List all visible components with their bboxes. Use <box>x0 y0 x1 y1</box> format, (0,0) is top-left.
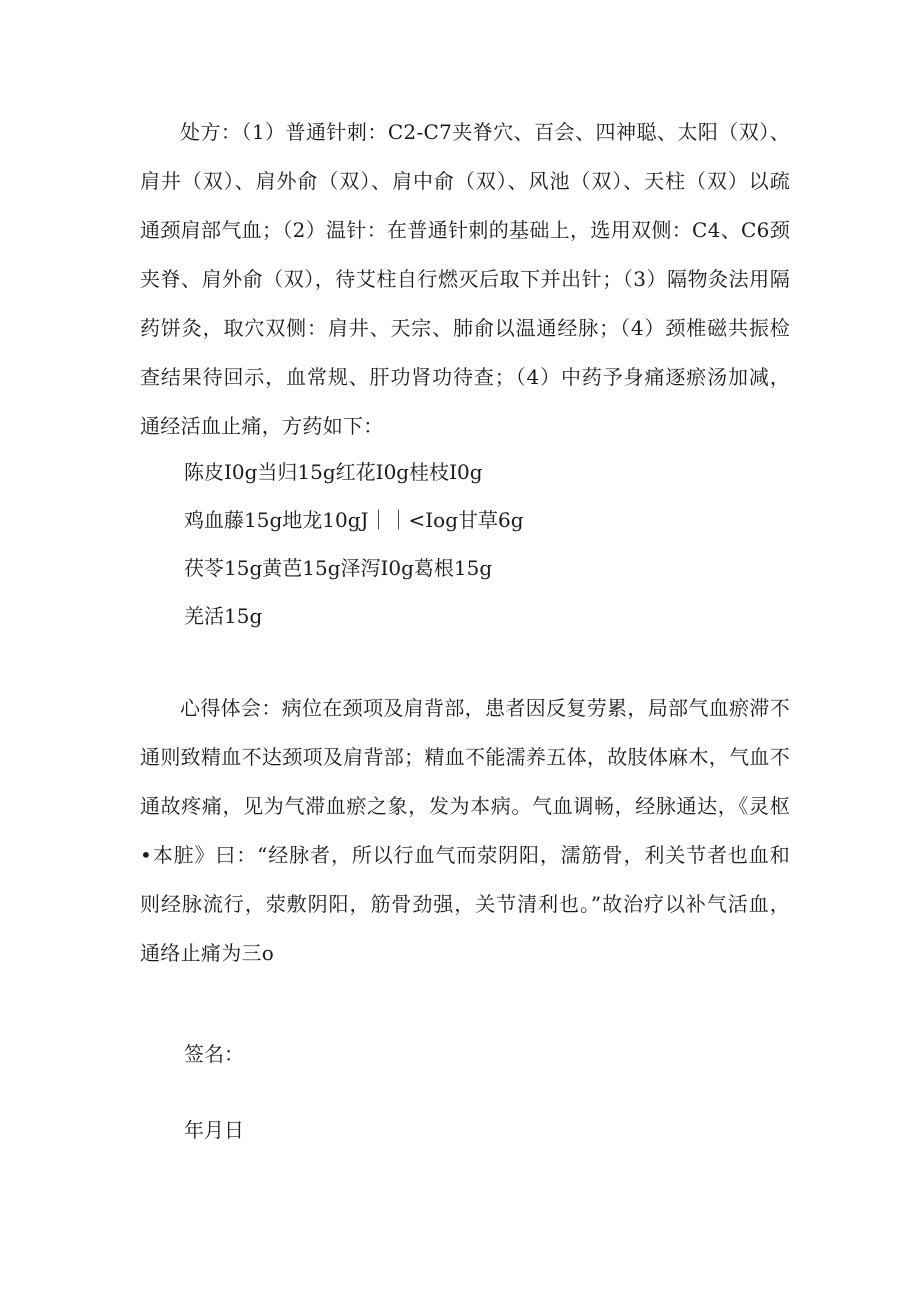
experience-paragraph: 心得体会：病位在颈项及肩背部，患者因反复劳累，局部气血瘀滞不通则致精血不达颈项及肩背部；精血不能濡养五体，故肢体麻木，气血不通故疼痛，见为气滞血瘀之象，发为本病。气血调畅，经脉通达，《灵枢•本脏》曰：“经脉者，所以行血气而荥阴阳，濡筋骨，利关节者也血和则经脉流行，荥敷阴阳，筋骨劲强，关节清利也。”故治疗以补气活血，通络止痛为三o <box>140 696 790 965</box>
herb-list-line: 鸡血藤15g地龙10gJ｜｜<Iog甘草6g <box>184 508 524 532</box>
prescription-paragraph: 处方：（1）普通针刺：C2-C7夹脊穴、百会、四神聪、太阳（双）、肩井（双）、肩外俞（双）、肩中俞（双）、风池（双）、天柱（双）以疏通颈肩部气血；（2）温针：在普通针刺的基础上，选用双侧：C4、C6颈夹脊、肩外俞（双），待艾柱自行燃灭后取下并出针；（3）隔物灸法用隔药饼灸，取穴双侧：肩井、天宗、肺俞以温通经脉；（4）颈椎磁共振检查结果待回示，血常规、肝功肾功待查；（4）中药予身痛逐瘀汤加减，通经活血止痛，方药如下： <box>140 120 790 438</box>
herb-list-line: 羌活15g <box>184 604 263 628</box>
date-label: 年月日 <box>184 1118 244 1142</box>
herb-list-line: 茯苓15g黄芭15g泽泻I0g葛根15g <box>184 556 493 580</box>
signature-label: 签名： <box>184 1042 244 1066</box>
herb-list-line: 陈皮I0g当归15g红花I0g桂枝I0g <box>184 460 483 484</box>
